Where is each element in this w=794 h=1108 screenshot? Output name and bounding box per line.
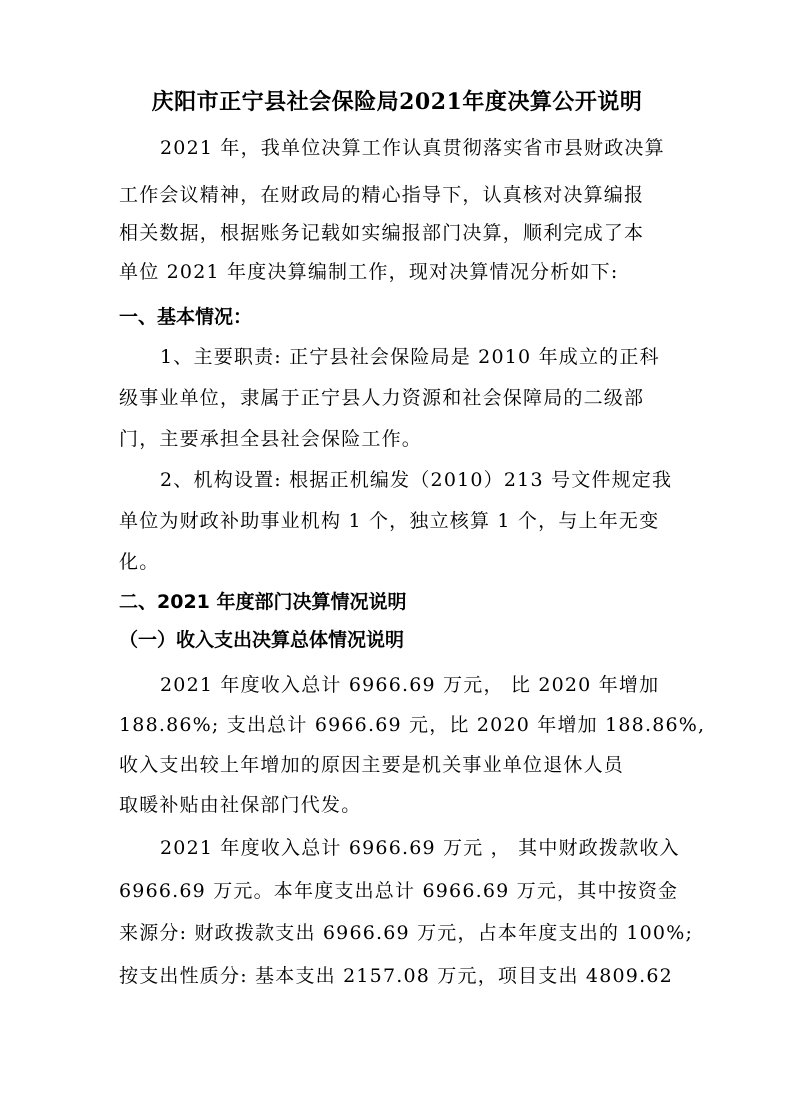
intro-line-1: 2021 年，我单位决算工作认真贯彻落实省市县财政决算 (160, 137, 665, 159)
section1-item1-line-3: 门，主要承担全县社会保险工作。 (119, 428, 423, 450)
section2-para2-line-1: 2021 年度收入总计 6966.69 万元 ， 其中财政拨款收入 (160, 837, 680, 859)
section1-item2-line-1: 2、机构设置: 根据正机编发（2010）213 号文件规定我 (160, 469, 673, 491)
section1-item2-line-2: 单位为财政补助事业机构 1 个，独立核算 1 个，与上年无变 (119, 510, 660, 532)
intro-line-2: 工作会议精神，在财政局的精心指导下，认真核对决算编报 (119, 184, 645, 206)
section2-para1-line-3: 收入支出较上年增加的原因主要是机关事业单位退休人员 (119, 754, 625, 776)
section2-para2-line-2: 6966.69 万元。本年度支出总计 6966.69 万元，其中按资金 (119, 880, 679, 902)
section1-heading: 一、基本情况： (119, 306, 253, 328)
section2-para1-line-1: 2021 年度收入总计 6966.69 万元， 比 2020 年增加 (160, 674, 660, 696)
section1-item2-line-3: 化。 (119, 551, 160, 573)
section2-para1-line-4: 取暖补贴由社保部门代发。 (119, 794, 362, 816)
intro-line-4: 单位 2021 年度决算编制工作，现对决算情况分析如下: (119, 261, 619, 283)
intro-line-3: 相关数据，根据账务记载如实编报部门决算，顺利完成了本 (119, 222, 645, 244)
section1-item1-line-2: 级事业单位，隶属于正宁县人力资源和社会保障局的二级部 (119, 387, 645, 409)
section2-subheading: （一）收入支出决算总体情况说明 (119, 629, 405, 651)
section2-para2-line-3: 来源分: 财政拨款支出 6966.69 万元，占本年度支出的 100%; (119, 922, 694, 944)
section1-item1-line-1: 1、主要职责: 正宁县社会保险局是 2010 年成立的正科 (160, 346, 660, 368)
section2-para2-line-4: 按支出性质分: 基本支出 2157.08 万元，项目支出 4809.62 (119, 965, 673, 987)
section2-para1-line-2: 188.86%; 支出总计 6966.69 元，比 2020 年增加 188.86%, (119, 714, 706, 736)
section2-heading: 二、2021 年度部门决算情况说明 (119, 591, 407, 613)
document-title: 庆阳市正宁县社会保险局2021年度决算公开说明 (151, 89, 643, 115)
